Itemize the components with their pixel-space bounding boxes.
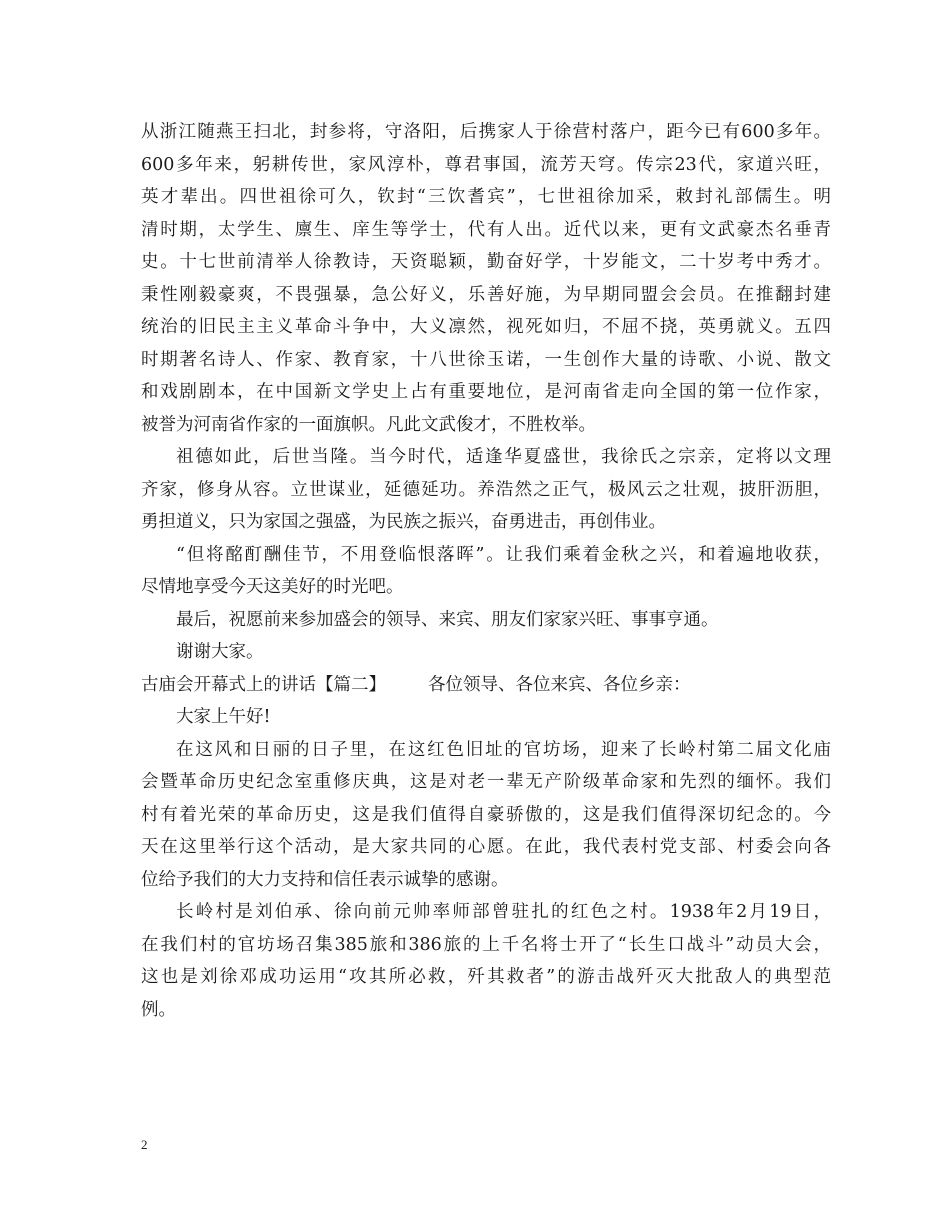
text-line: 例。 (141, 999, 176, 1020)
text-line: 谢谢大家。 (176, 642, 264, 662)
text-line: 齐家，修身从容。立世谋业，延德延功。养浩然之正气，极风云之壮观，披肝沥胆， (141, 479, 831, 500)
text-line: 从浙江随燕王扫北，封参将，守洛阳，后携家人于徐营村落户，距今已有600多年。 (141, 122, 831, 142)
section-title: 古庙会开幕式上的讲话【篇二】 (141, 674, 386, 695)
text-line: 英才辈出。四世祖徐可久，钦封“三饮耆宾”，七世祖徐加采，敕封礼部儒生。明 (141, 187, 831, 207)
text-line: 统治的旧民主主义革命斗争中，大义凛然，视死如归，不屈不挠，英勇就义。五四 (141, 317, 831, 337)
text-line: 大家上午好! (176, 707, 271, 727)
page-number: 2 (141, 1137, 148, 1152)
text-line: 这也是刘徐邓成功运用“攻其所必救，歼其救者”的游击战歼灭大批敌人的典型范 (141, 967, 831, 987)
text-line: “但将酩酊酬佳节，不用登临恨落晖”。让我们乘着金秋之兴，和着遍地收获， (176, 544, 831, 565)
text-line: 最后，祝愿前来参加盛会的领导、来宾、朋友们家家兴旺、事事亨通。 (176, 609, 719, 630)
text-line: 尽情地享受今天这美好的时光吧。 (141, 577, 404, 597)
text-line: 位给予我们的大力支持和信任表示诚挚的感谢。 (141, 869, 509, 890)
text-line: 被誉为河南省作家的一面旗帜。凡此文武俊才，不胜枚举。 (141, 414, 596, 435)
text-line: 600多年来，躬耕传世，家风淳朴，尊君事国，流芳天穹。传宗23代，家道兴旺， (141, 154, 831, 175)
text-line: 在这风和日丽的日子里，在这红色旧址的官坊场，迎来了长岭村第二届文化庙 (176, 739, 831, 760)
document-body (141, 116, 831, 1026)
section-heading-line (141, 669, 831, 702)
text-line: 勇担道义，只为家国之强盛，为民族之振兴，奋勇进击，再创伟业。 (141, 512, 666, 532)
text-line: 时期著名诗人、作家、教育家，十八世徐玉诺，一生创作大量的诗歌、小说、散文 (141, 349, 831, 370)
text-line: 秉性刚毅豪爽，不畏强暴，急公好义，乐善好施，为早期同盟会会员。在推翻封建 (141, 284, 831, 305)
text-line: 史。十七世前清举人徐教诗，天资聪颖，勤奋好学，十岁能文，二十岁考中秀才。 (141, 252, 831, 272)
text-line: 村有着光荣的革命历史，这是我们值得自豪骄傲的，这是我们值得深切纪念的。今 (141, 804, 831, 825)
text-line: 和戏剧剧本，在中国新文学史上占有重要地位，是河南省走向全国的第一位作家， (141, 382, 831, 402)
text-line: 清时期，太学生、廪生、庠生等学士，代有人出。近代以来，更有文武豪杰名垂青 (141, 219, 831, 240)
text-line: 天在这里举行这个活动，是大家共同的心愿。在此，我代表村党支部、村委会向各 (141, 837, 831, 857)
text-line: 祖德如此，后世当隆。当今时代，适逢华夏盛世，我徐氏之宗亲，定将以文理 (176, 447, 831, 467)
text-line: 在我们村的官坊场召集385旅和386旅的上千名将士开了“长生口战斗”动员大会， (141, 934, 831, 955)
text-line: 长岭村是刘伯承、徐向前元帅率师部曾驻扎的红色之村。1938年2月19日， (176, 902, 831, 922)
salutation: 各位领导、各位来宾、各位乡亲： (428, 674, 691, 695)
text-line: 会暨革命历史纪念室重修庆典，这是对老一辈无产阶级革命家和先烈的缅怀。我们 (141, 772, 831, 792)
